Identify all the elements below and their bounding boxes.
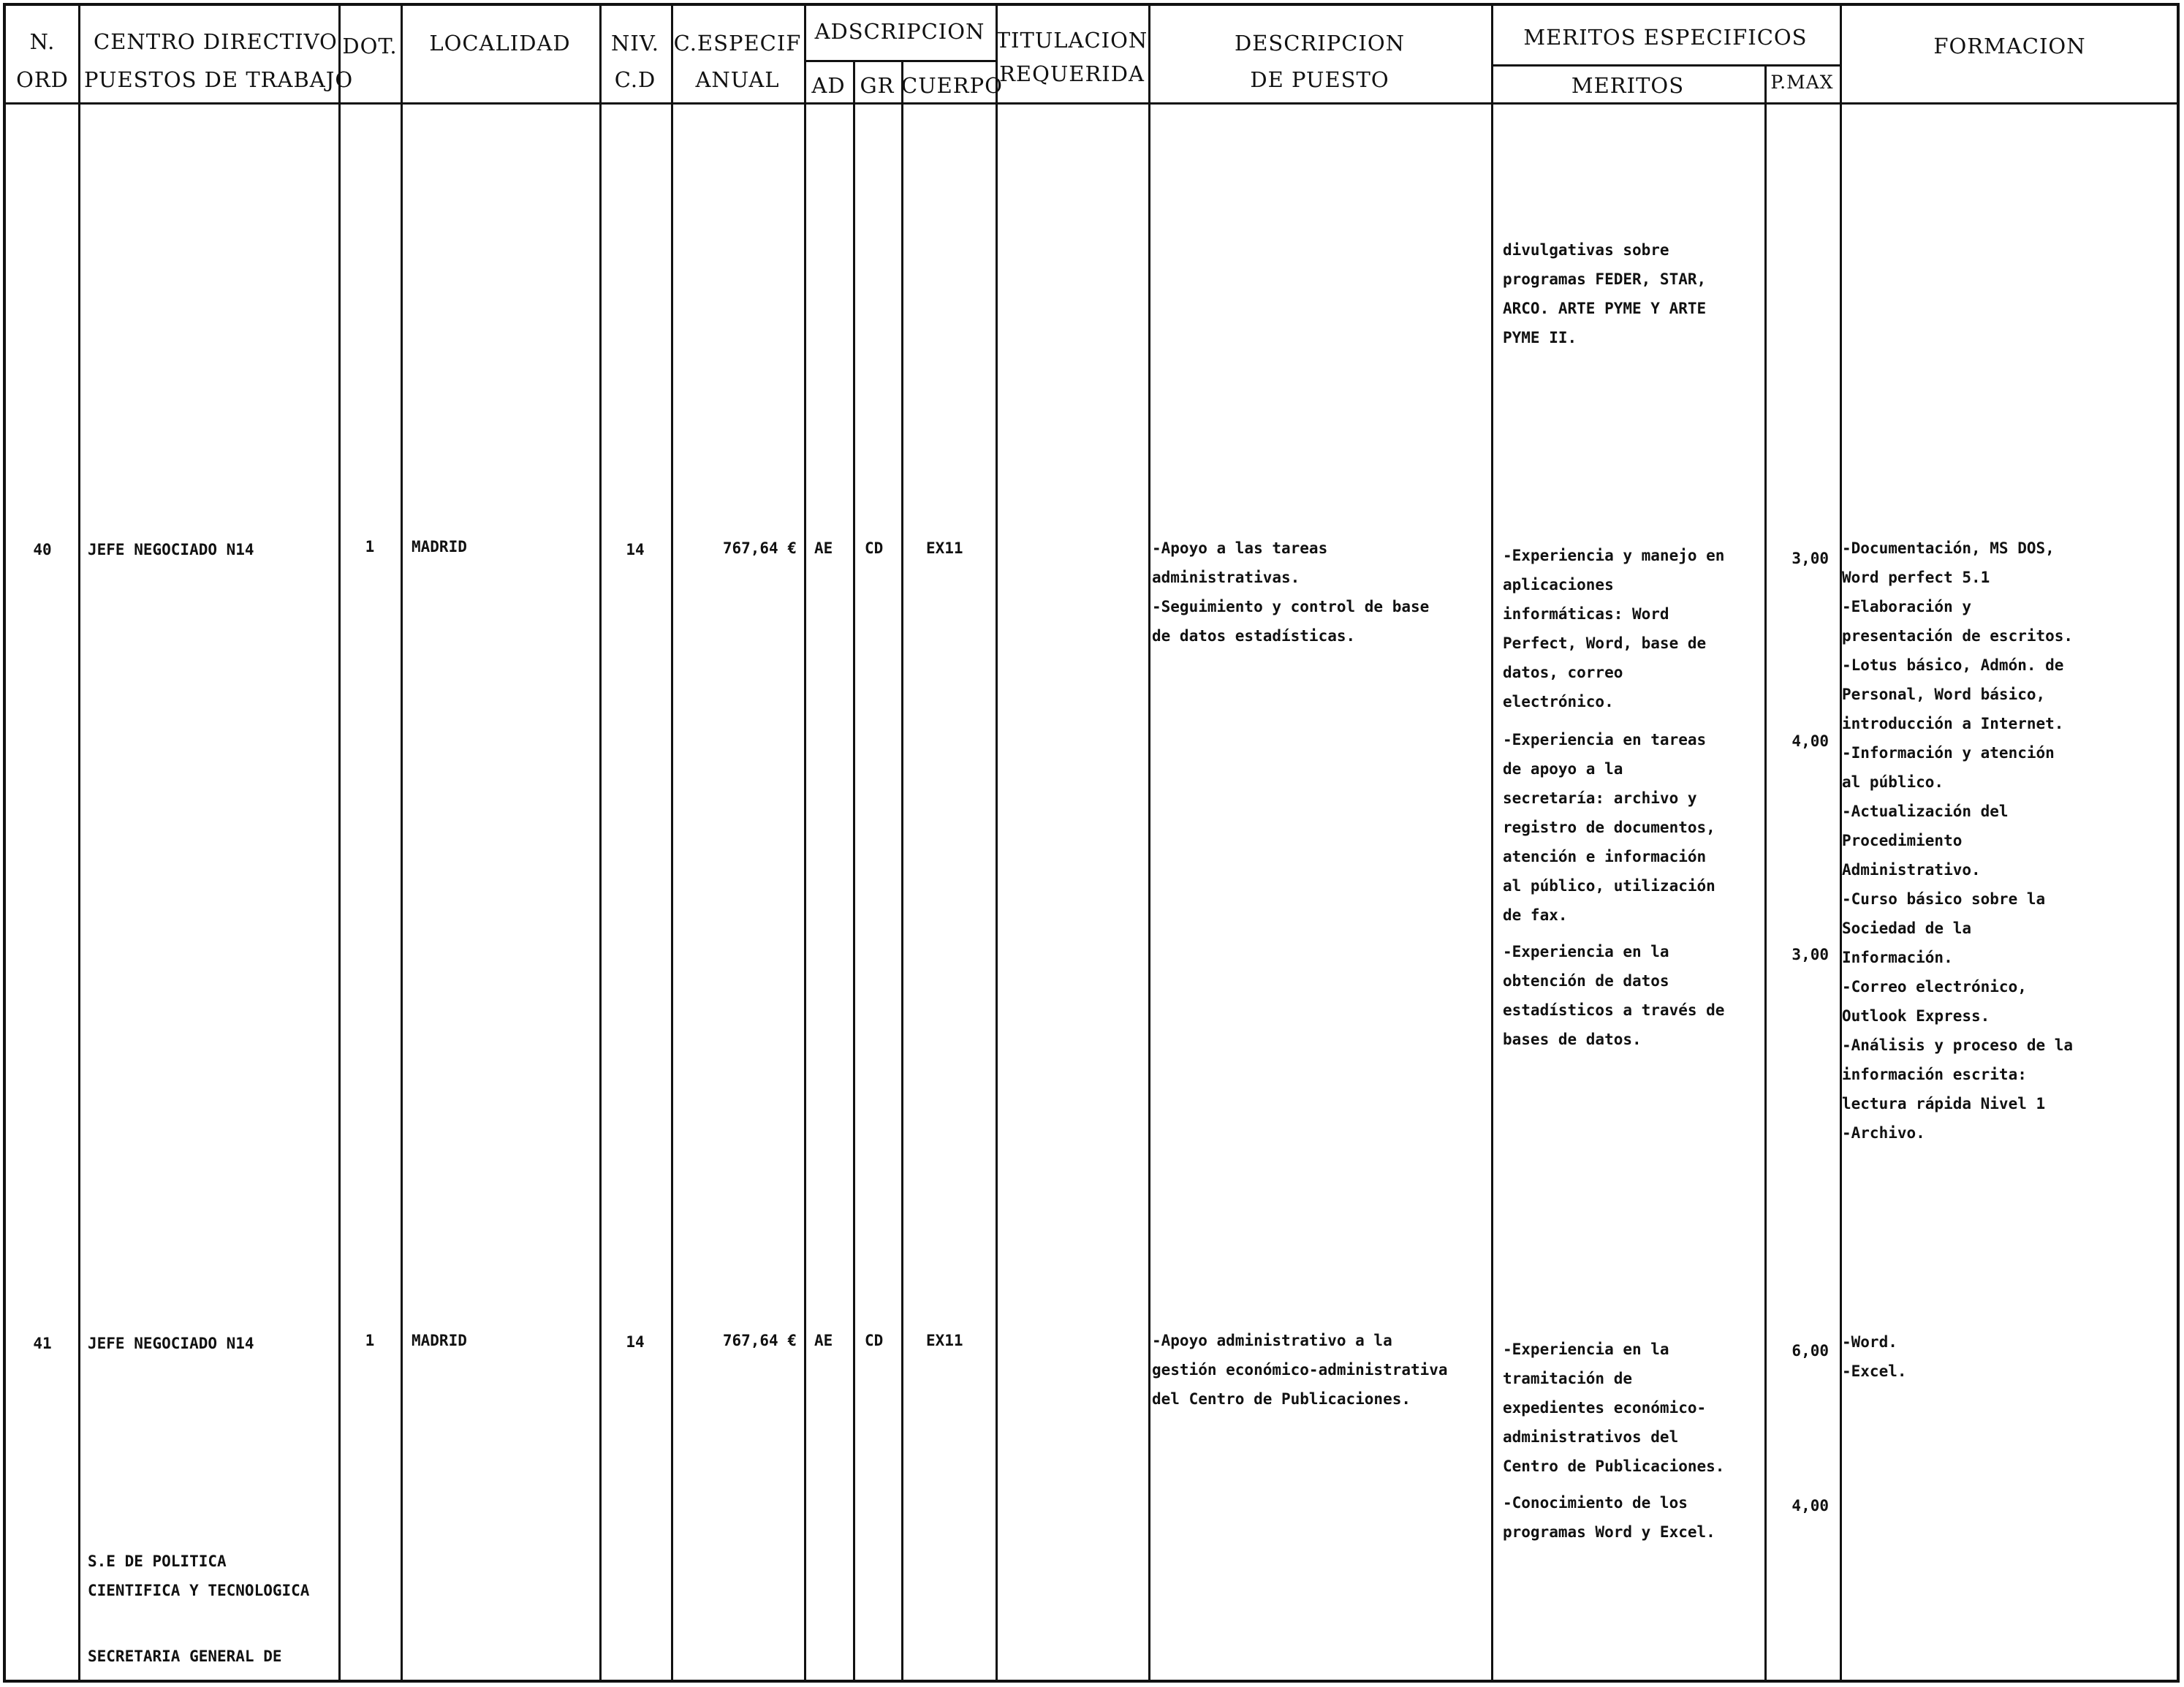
header-meritos-especificos: MERITOS ESPECIFICOS	[1523, 25, 1808, 50]
text-line: Word perfect 5.1	[1842, 569, 1990, 586]
col-divider-centro	[338, 3, 341, 1683]
text-line: -Experiencia y manejo en	[1503, 547, 1725, 564]
text-line: registro de documentos,	[1503, 819, 1715, 836]
continuation-meritos	[1503, 235, 1759, 352]
header-bottom-rule	[3, 102, 2180, 105]
row-dot: 1	[365, 538, 375, 556]
text-line: administrativos del	[1503, 1428, 1679, 1446]
text-line: -Información y atención	[1842, 744, 2055, 762]
text-line: lectura rápida Nivel 1	[1842, 1095, 2046, 1112]
row-descripcion	[1152, 534, 1488, 651]
row-ord: 40	[33, 541, 52, 558]
row-c-especif: 767,64 €	[722, 1332, 797, 1349]
row-localidad: MADRID	[412, 538, 467, 556]
row-niv: 14	[626, 541, 645, 558]
text-line: Administrativo.	[1842, 861, 1981, 879]
text-line: -Seguimiento y control de base	[1152, 598, 1430, 615]
row-merito-3-pmax: 3,00	[1791, 946, 1829, 963]
col-divider-meritos	[1764, 64, 1767, 1683]
row-cuerpo: EX11	[926, 539, 963, 557]
row-merito-1-pmax: 6,00	[1791, 1342, 1829, 1360]
row-merito-3	[1503, 937, 1759, 1054]
row-ad: AE	[814, 1332, 833, 1349]
text-line: ARCO. ARTE PYME Y ARTE	[1503, 300, 1707, 317]
text-line: expedientes económico-	[1503, 1399, 1707, 1417]
row-puesto: JEFE NEGOCIADO N14	[88, 541, 254, 558]
text-line: -Apoyo administrativo a la	[1152, 1332, 1392, 1349]
text-line: Outlook Express.	[1842, 1007, 1990, 1025]
header-formacion: FORMACION	[1933, 34, 2086, 58]
text-line: introducción a Internet.	[1842, 715, 2064, 732]
header-niv: NIV.	[611, 31, 659, 56]
header-cd: C.D	[614, 67, 656, 92]
col-divider-niv	[671, 3, 673, 1683]
col-divider-descripcion	[1491, 3, 1493, 1683]
text-line: administrativas.	[1152, 569, 1300, 586]
text-line: atención e información	[1503, 848, 1707, 865]
row-cuerpo: EX11	[926, 1332, 963, 1349]
header-c-especif: C.ESPECIF	[673, 31, 802, 56]
text-line: -Archivo.	[1842, 1124, 1925, 1142]
col-divider-ord	[78, 3, 80, 1683]
text-line: -Apoyo a las tareas	[1152, 539, 1328, 557]
text-line: -Curso básico sobre la	[1842, 890, 2046, 908]
row-localidad: MADRID	[412, 1332, 467, 1349]
header-pmax: P.MAX	[1770, 72, 1834, 93]
centro-line-1: S.E DE POLITICA	[88, 1553, 227, 1570]
text-line: -Experiencia en la	[1503, 1341, 1669, 1358]
text-line: secretaría: archivo y	[1503, 789, 1697, 807]
text-line: electrónico.	[1503, 693, 1614, 710]
header-descripcion: DESCRIPCION	[1234, 31, 1406, 56]
text-line: Perfect, Word, base de	[1503, 634, 1707, 652]
row-merito-2-pmax: 4,00	[1791, 732, 1829, 750]
text-line: -Lotus básico, Admón. de	[1842, 656, 2064, 674]
text-line: informáticas: Word	[1503, 605, 1669, 623]
text-line: información escrita:	[1842, 1066, 2027, 1083]
text-line: aplicaciones	[1503, 576, 1614, 594]
adscripcion-subheader-rule	[804, 60, 996, 62]
col-divider-dot	[401, 3, 403, 1683]
row-puesto: JEFE NEGOCIADO N14	[88, 1335, 254, 1352]
text-line: gestión económico-administrativa	[1152, 1361, 1448, 1379]
text-line: al público, utilización	[1503, 877, 1715, 895]
text-line: -Word.	[1842, 1333, 1897, 1351]
col-divider-ad	[853, 60, 855, 1683]
col-divider-titulacion	[1148, 3, 1150, 1683]
col-divider-cuerpo	[996, 3, 998, 1683]
row-merito-2	[1503, 1488, 1759, 1547]
text-line: estadísticos a través de	[1503, 1001, 1725, 1019]
text-line: -Correo electrónico,	[1842, 978, 2027, 996]
text-line: de apoyo a la	[1503, 760, 1623, 778]
text-line: divulgativas sobre	[1503, 241, 1669, 259]
text-line: Centro de Publicaciones.	[1503, 1457, 1725, 1475]
row-gr: CD	[865, 1332, 884, 1349]
header-puestos-de-trabajo: PUESTOS DE TRABAJO	[84, 67, 354, 92]
row-niv: 14	[626, 1333, 645, 1351]
header-titulacion: TITULACION	[996, 28, 1148, 53]
row-merito-2	[1503, 725, 1759, 930]
header-adscripcion: ADSCRIPCION	[814, 19, 985, 44]
text-line: -Excel.	[1842, 1362, 1907, 1380]
row-formacion	[1842, 534, 2178, 1148]
text-line: Sociedad de la	[1842, 920, 1972, 937]
header-cuerpo: CUERPO	[901, 73, 1003, 98]
row-merito-2-pmax: 4,00	[1791, 1497, 1829, 1514]
header-ord: ORD	[16, 67, 69, 92]
text-line: -Análisis y proceso de la	[1842, 1036, 2074, 1054]
row-ord: 41	[33, 1335, 52, 1352]
text-line: programas FEDER, STAR,	[1503, 270, 1707, 288]
text-line: Procedimiento	[1842, 832, 1963, 849]
text-line: -Elaboración y	[1842, 598, 1972, 615]
text-line: bases de datos.	[1503, 1031, 1642, 1048]
header-de-puesto: DE PUESTO	[1250, 67, 1389, 92]
text-line: -Experiencia en la	[1503, 943, 1669, 960]
header-n: N.	[29, 29, 56, 54]
centro-line-3: SECRETARIA GENERAL DE	[88, 1648, 282, 1665]
text-line: presentación de escritos.	[1842, 627, 2074, 645]
row-merito-1	[1503, 541, 1759, 716]
row-gr: CD	[865, 539, 884, 557]
text-line: obtención de datos	[1503, 972, 1669, 990]
row-dot: 1	[365, 1332, 375, 1349]
text-line: de datos estadísticas.	[1152, 627, 1356, 645]
text-line: -Documentación, MS DOS,	[1842, 539, 2055, 557]
text-line: datos, correo	[1503, 664, 1623, 681]
text-line: tramitación de	[1503, 1370, 1633, 1387]
header-ad: AD	[811, 73, 846, 98]
row-c-especif: 767,64 €	[722, 539, 797, 557]
text-line: -Experiencia en tareas	[1503, 731, 1707, 748]
row-merito-1	[1503, 1335, 1759, 1481]
text-line: al público.	[1842, 773, 1944, 791]
row-formacion	[1842, 1327, 2178, 1386]
col-divider-cespecif	[804, 3, 806, 1683]
row-ad: AE	[814, 539, 833, 557]
header-gr: GR	[860, 73, 895, 98]
col-divider-localidad	[599, 3, 602, 1683]
text-line: PYME II.	[1503, 329, 1577, 346]
col-divider-gr	[901, 60, 903, 1683]
header-dot: DOT.	[342, 34, 398, 58]
text-line: Información.	[1842, 949, 1953, 966]
text-line: del Centro de Publicaciones.	[1152, 1390, 1411, 1408]
header-centro-directivo: CENTRO DIRECTIVO	[94, 29, 338, 54]
row-descripcion	[1152, 1326, 1488, 1414]
text-line: -Conocimiento de los	[1503, 1494, 1688, 1512]
header-anual: ANUAL	[695, 67, 780, 92]
header-meritos: MERITOS	[1571, 73, 1685, 98]
meritos-subheader-rule	[1491, 64, 1840, 67]
text-line: Personal, Word básico,	[1842, 686, 2046, 703]
text-line: de fax.	[1503, 906, 1568, 924]
centro-line-2: CIENTIFICA Y TECNOLOGICA	[88, 1582, 310, 1599]
text-line: programas Word y Excel.	[1503, 1523, 1715, 1541]
header-localidad: LOCALIDAD	[429, 31, 571, 56]
header-requerida: REQUERIDA	[999, 61, 1145, 86]
text-line: -Actualización del	[1842, 803, 2009, 820]
row-merito-1-pmax: 3,00	[1791, 550, 1829, 567]
